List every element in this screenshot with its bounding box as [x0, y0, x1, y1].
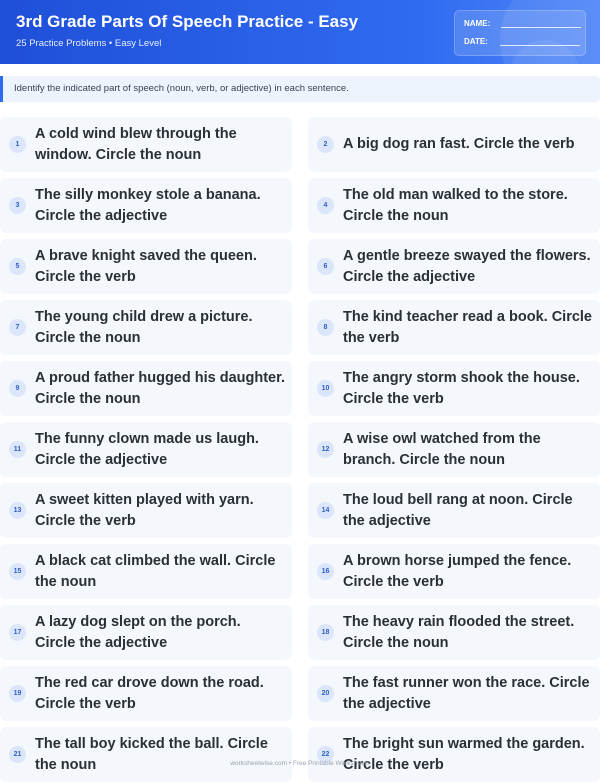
question-card	[0, 117, 292, 172]
question-text: The fast runner won the race. Circle the adjective	[343, 674, 590, 712]
date-label: DATE:	[464, 37, 488, 46]
question-text: The tall boy kicked the ball. Circle the noun	[35, 735, 268, 773]
question-card	[0, 605, 292, 660]
question-text: The loud bell rang at noon. Circle the adjective	[343, 491, 573, 529]
question-card	[308, 727, 600, 782]
question-number: 11	[9, 441, 26, 458]
question-text: The young child drew a picture. Circle the noun	[35, 308, 253, 346]
question-number: 19	[9, 685, 26, 702]
question-card	[308, 483, 600, 538]
question-number: 7	[9, 319, 26, 336]
question-number: 8	[317, 319, 334, 336]
question-number: 6	[317, 258, 334, 275]
instructions-banner	[0, 76, 600, 102]
footer-text: worksheetwise.com • Free Printable Worksheets	[230, 760, 370, 767]
question-card	[308, 666, 600, 721]
question-card	[308, 117, 600, 172]
question-card	[0, 727, 292, 782]
question-number: 16	[317, 563, 334, 580]
page-subtitle: 25 Practice Problems • Easy Level	[16, 38, 162, 49]
question-number: 2	[317, 136, 334, 153]
question-card	[308, 300, 600, 355]
question-number: 4	[317, 197, 334, 214]
question-card	[0, 483, 292, 538]
question-number: 12	[317, 441, 334, 458]
question-text: The red car drove down the road. Circle the verb	[35, 674, 264, 712]
worksheet-header	[0, 0, 600, 64]
date-field[interactable]	[464, 37, 580, 46]
question-number: 9	[9, 380, 26, 397]
question-number: 14	[317, 502, 334, 519]
date-line	[500, 37, 580, 46]
question-text: A proud father hugged his daughter. Circle the noun	[35, 369, 285, 407]
name-field[interactable]	[464, 19, 581, 28]
question-text: A brave knight saved the queen. Circle the verb	[35, 247, 257, 285]
question-number: 20	[317, 685, 334, 702]
instructions-text: Identify the indicated part of speech (noun, verb, or adjective) in each sentence.	[14, 83, 349, 94]
question-number: 1	[9, 136, 26, 153]
question-card	[0, 666, 292, 721]
name-label: NAME:	[464, 19, 491, 28]
question-number: 17	[9, 624, 26, 641]
question-text: The bright sun warmed the garden. Circle the verb	[343, 735, 585, 773]
question-card	[308, 605, 600, 660]
question-number: 13	[9, 502, 26, 519]
question-number: 5	[9, 258, 26, 275]
question-card	[0, 544, 292, 599]
question-text: The silly monkey stole a banana. Circle the adjective	[35, 186, 261, 224]
name-date-box	[454, 10, 586, 56]
question-text: The heavy rain flooded the street. Circle the noun	[343, 613, 575, 651]
question-text: A wise owl watched from the branch. Circle the noun	[343, 430, 541, 468]
question-text: A cold wind blew through the window. Circle the noun	[35, 125, 237, 163]
name-line	[501, 19, 581, 28]
question-number: 18	[317, 624, 334, 641]
question-card	[308, 239, 600, 294]
question-number: 21	[9, 746, 26, 763]
question-text: A gentle breeze swayed the flowers. Circle the adjective	[343, 247, 591, 285]
question-text: A lazy dog slept on the porch. Circle the adjective	[35, 613, 241, 651]
question-number: 10	[317, 380, 334, 397]
question-card	[0, 178, 292, 233]
question-number: 22	[317, 746, 334, 763]
question-card	[308, 178, 600, 233]
question-text: A sweet kitten played with yarn. Circle the verb	[35, 491, 254, 529]
question-text: The angry storm shook the house. Circle the verb	[343, 369, 580, 407]
question-text: The kind teacher read a book. Circle the verb	[343, 308, 592, 346]
question-text: A brown horse jumped the fence. Circle the verb	[343, 552, 572, 590]
question-number: 3	[9, 197, 26, 214]
question-card	[308, 544, 600, 599]
question-text: A big dog ran fast. Circle the verb	[343, 136, 575, 152]
question-number: 15	[9, 563, 26, 580]
question-card	[0, 300, 292, 355]
question-card	[0, 422, 292, 477]
question-card	[308, 422, 600, 477]
question-text: The funny clown made us laugh. Circle the adjective	[35, 430, 259, 468]
page-title: 3rd Grade Parts Of Speech Practice - Easy	[16, 12, 359, 31]
question-text: A black cat climbed the wall. Circle the noun	[35, 552, 276, 590]
question-card	[0, 239, 292, 294]
question-card	[0, 361, 292, 416]
question-card	[308, 361, 600, 416]
question-text: The old man walked to the store. Circle the noun	[343, 186, 568, 224]
